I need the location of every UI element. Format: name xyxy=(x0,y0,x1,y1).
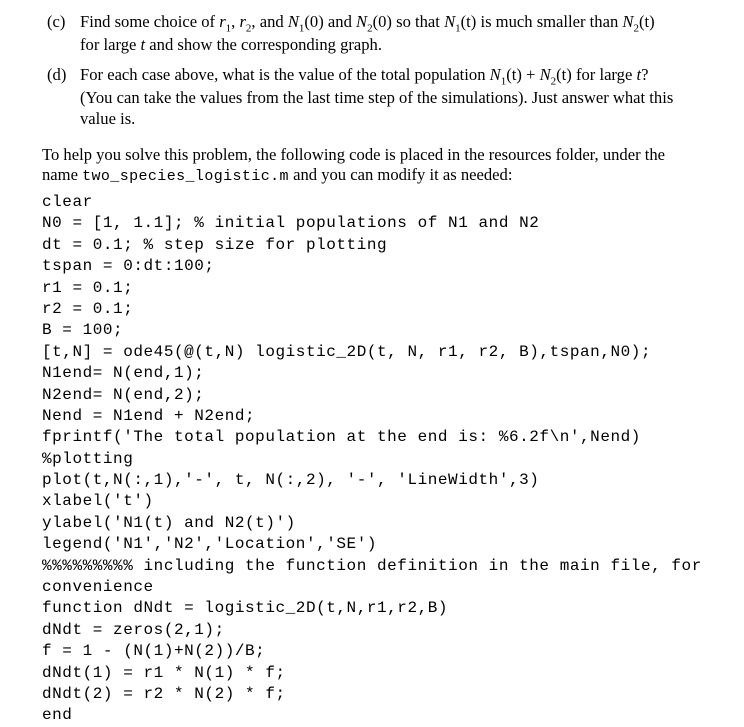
item-c-text: so that xyxy=(391,12,445,31)
code-line: dNdt(1) = r1 * N(1) * f; xyxy=(42,663,286,682)
code-line: N1end= N(end,1); xyxy=(42,364,205,383)
math-t: t xyxy=(140,35,146,54)
code-line: plot(t,N(:,1),'-', t, N(:,2), '-', 'LineWidth',3) xyxy=(42,471,540,490)
item-c-text: , and xyxy=(251,12,288,31)
intro-line-1: To help you solve this problem, the following code is placed in the resources folder, under the xyxy=(42,145,666,164)
code-line: B = 100; xyxy=(42,321,124,340)
item-c-text: is much smaller than xyxy=(476,12,623,31)
code-line: %%%%%%%%% including the function definition in the main file, for xyxy=(42,556,702,575)
math-N: N xyxy=(356,12,368,31)
math-sub: 1 xyxy=(500,75,507,88)
code-line: end xyxy=(42,706,73,725)
intro-text: name xyxy=(42,165,83,184)
math-arg: (t) xyxy=(460,12,477,31)
item-c-text: and xyxy=(323,12,357,31)
item-d-text: ? xyxy=(641,65,649,84)
item-d-text: For each case above, what is the value of the total population xyxy=(80,65,490,84)
code-line: Nend = N1end + N2end; xyxy=(42,406,256,425)
code-line: convenience xyxy=(42,578,154,597)
math-sub: 1 xyxy=(455,22,461,35)
code-line: fprintf('The total population at the end is: %6.2f\n',Nend) xyxy=(42,428,641,447)
code-listing xyxy=(42,192,702,727)
item-c-line-2 xyxy=(80,34,382,55)
math-arg: (t) xyxy=(638,12,655,31)
code-line: %plotting xyxy=(42,449,134,468)
item-d-line-2: (You can take the values from the last time step of the simulations). Just answer what this xyxy=(80,88,674,107)
code-line: tspan = 0:dt:100; xyxy=(42,257,215,276)
math-sub: 2 xyxy=(245,22,252,35)
intro-text: and you can modify it as needed: xyxy=(288,165,513,184)
math-sub: 1 xyxy=(225,22,232,35)
math-r1: r xyxy=(219,12,226,31)
math-t: t xyxy=(636,65,642,84)
math-plus: + xyxy=(521,65,540,84)
item-d-label: (d) xyxy=(47,65,67,84)
code-line: dNdt(2) = r2 * N(2) * f; xyxy=(42,684,286,703)
math-N: N xyxy=(444,12,456,31)
math-N: N xyxy=(539,65,551,84)
math-N: N xyxy=(489,65,501,84)
math-arg: (0) xyxy=(304,12,324,31)
code-line: dt = 0.1; % step size for plotting xyxy=(42,235,388,254)
item-c-text: , xyxy=(231,12,240,31)
code-line: xlabel('t') xyxy=(42,492,154,511)
item-c-text: Find some choice of xyxy=(80,12,220,31)
intro-line-2 xyxy=(42,164,512,187)
item-c-label: (c) xyxy=(47,12,66,31)
math-arg: (t) xyxy=(556,65,572,84)
math-r2: r xyxy=(239,12,246,31)
code-line: r2 = 0.1; xyxy=(42,299,134,318)
code-line: dNdt = zeros(2,1); xyxy=(42,620,225,639)
math-arg: (t) xyxy=(506,65,522,84)
item-d-line-3: value is. xyxy=(80,109,136,128)
code-line: N0 = [1, 1.1]; % initial populations of N1 and N2 xyxy=(42,214,540,233)
item-d-text: for large xyxy=(571,65,637,84)
math-N: N xyxy=(287,12,299,31)
item-c-text: and show the corresponding graph. xyxy=(145,35,383,54)
code-line: N2end= N(end,2); xyxy=(42,385,205,404)
math-sub: 2 xyxy=(633,22,639,35)
math-sub: 1 xyxy=(298,22,305,35)
code-line: ylabel('N1(t) and N2(t)') xyxy=(42,513,296,532)
code-line: clear xyxy=(42,193,93,211)
math-N: N xyxy=(622,12,634,31)
math-arg: (0) xyxy=(372,12,392,31)
code-filename: two_species_logistic.m xyxy=(82,168,289,185)
item-c-text: for large xyxy=(80,35,141,54)
code-line: f = 1 - (N(1)+N(2))/B; xyxy=(42,642,266,661)
math-sub: 2 xyxy=(550,75,557,88)
code-line: function dNdt = logistic_2D(t,N,r1,r2,B) xyxy=(42,599,449,618)
code-line: legend('N1','N2','Location','SE') xyxy=(42,535,378,554)
math-sub: 2 xyxy=(367,22,373,35)
code-line: r1 = 0.1; xyxy=(42,278,134,297)
code-line: [t,N] = ode45(@(t,N) logistic_2D(t, N, r1, r2, B),tspan,N0); xyxy=(42,342,652,361)
